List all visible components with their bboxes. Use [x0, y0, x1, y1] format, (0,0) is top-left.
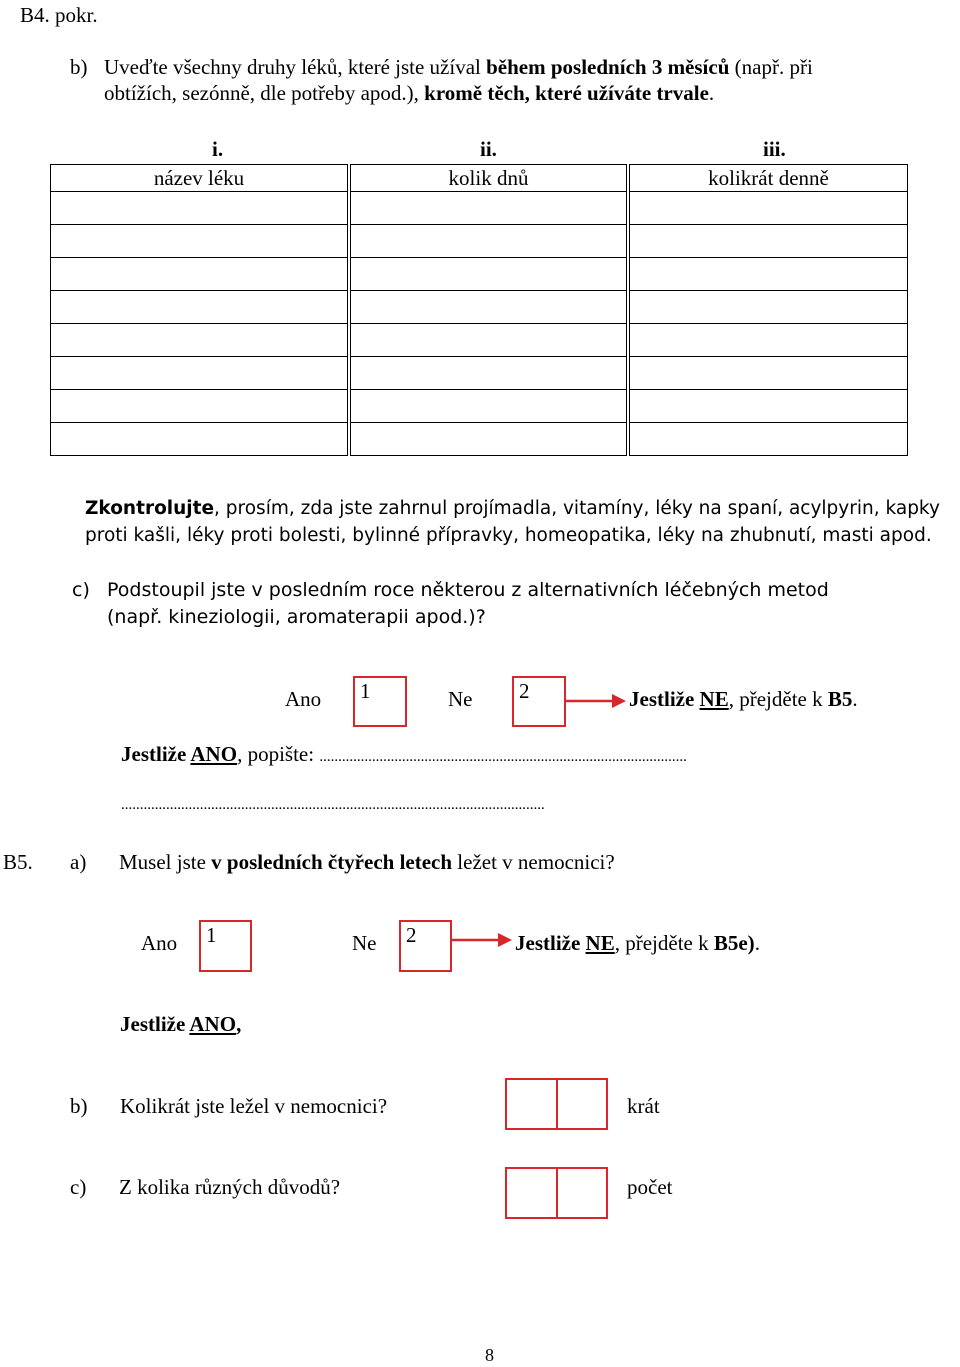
question-c-line1: Podstoupil jste v posledním roce některou z alternativních léčebných metod [107, 579, 829, 601]
section-b5: B5. [3, 850, 33, 874]
question-b-line2: obtížích, sezónně, dle potřeby apod.), kromě těch, které užíváte trvale. [104, 81, 715, 105]
c-no-code: 2 [519, 679, 530, 703]
table-cell[interactable] [51, 423, 348, 456]
question-c-line2: (např. kineziologii, aromaterapii apod.)? [107, 606, 486, 628]
table-cell[interactable] [351, 192, 627, 225]
digit-box[interactable] [556, 1169, 607, 1217]
medication-table [50, 164, 908, 456]
table-cell[interactable] [630, 258, 908, 291]
b5a-no-label: Ne [352, 931, 377, 955]
digit-box[interactable] [507, 1080, 556, 1128]
table-cell[interactable] [630, 225, 908, 258]
table-cell[interactable] [630, 390, 908, 423]
check-note-line2: proti kašli, léky proti bolesti, bylinné přípravky, homeopatika, léky na zhubnutí, masti apod. [85, 525, 932, 546]
table-cell[interactable] [51, 291, 348, 324]
table-row [51, 225, 908, 258]
col-number-1: i. [212, 137, 224, 161]
table-row [51, 357, 908, 390]
table-cell[interactable] [51, 225, 348, 258]
table-cell[interactable] [351, 291, 627, 324]
b5c-label: c) [70, 1175, 87, 1199]
table-header-row [51, 165, 908, 192]
c-yes-label: Ano [285, 687, 322, 711]
table-row [51, 324, 908, 357]
digit-box[interactable] [507, 1169, 556, 1217]
b5c-question: Z kolika různých důvodů? [119, 1175, 341, 1199]
digit-box[interactable] [556, 1080, 607, 1128]
header-drug-name: název léku [51, 165, 348, 192]
table-cell[interactable] [351, 324, 627, 357]
table-cell[interactable] [351, 390, 627, 423]
c-yes-checkbox[interactable] [353, 676, 407, 727]
header-days: kolik dnů [351, 165, 627, 192]
table-cell[interactable] [630, 324, 908, 357]
col-number-3: iii. [763, 137, 786, 161]
question-b-label: b) [70, 55, 88, 79]
c-skip-instruction: Jestliže NE, přejděte k B5. [629, 687, 858, 711]
table-cell[interactable] [630, 291, 908, 324]
section-header: B4. pokr. [20, 3, 98, 27]
b5a-no-checkbox[interactable] [399, 920, 452, 972]
c-describe-dots[interactable]: ................................................................................................................. [121, 797, 545, 813]
table-cell[interactable] [351, 357, 627, 390]
table-row [51, 390, 908, 423]
check-note-line1: Zkontrolujte, prosím, zda jste zahrnul projímadla, vitamíny, léky na spaní, acylpyrin, kapky [85, 498, 940, 519]
b5a-label: a) [70, 850, 87, 874]
b5a-yes-label: Ano [141, 931, 178, 955]
b5b-unit: krát [627, 1094, 660, 1118]
table-cell[interactable] [51, 192, 348, 225]
table-cell[interactable] [351, 423, 627, 456]
question-b-line1: Uveďte všechny druhy léků, které jste užíval během posledních 3 měsíců (např. při [104, 55, 813, 79]
table-cell[interactable] [630, 357, 908, 390]
table-cell[interactable] [630, 423, 908, 456]
c-no-checkbox[interactable] [512, 676, 566, 727]
b5-if-yes: Jestliže ANO, [120, 1012, 242, 1036]
table-cell[interactable] [51, 357, 348, 390]
table-row [51, 423, 908, 456]
c-no-label: Ne [448, 687, 473, 711]
header-times-daily: kolikrát denně [630, 165, 908, 192]
page-number: 8 [485, 1345, 494, 1365]
b5b-label: b) [70, 1094, 88, 1118]
b5c-count-input[interactable] [505, 1167, 608, 1219]
arrow-right-icon [566, 693, 626, 709]
b5a-skip-instruction: Jestliže NE, přejděte k B5e). [515, 931, 760, 955]
question-c-label: c) [72, 579, 90, 601]
c-if-yes-describe: Jestliže ANO, popište: .................................................................................................. [121, 742, 687, 766]
table-cell[interactable] [51, 390, 348, 423]
b5c-unit: počet [627, 1175, 673, 1199]
table-cell[interactable] [51, 324, 348, 357]
table-cell[interactable] [351, 225, 627, 258]
col-number-2: ii. [480, 137, 497, 161]
b5a-yes-checkbox[interactable] [199, 920, 252, 972]
table-row [51, 258, 908, 291]
c-yes-code: 1 [360, 679, 371, 703]
table-cell[interactable] [351, 258, 627, 291]
b5a-no-code: 2 [406, 923, 417, 947]
table-cell[interactable] [630, 192, 908, 225]
b5a-question: Musel jste v posledních čtyřech letech ležet v nemocnici? [119, 850, 615, 874]
arrow-right-icon [452, 932, 512, 948]
table-row [51, 291, 908, 324]
b5b-question: Kolikrát jste ležel v nemocnici? [120, 1094, 388, 1118]
table-row [51, 192, 908, 225]
table-cell[interactable] [51, 258, 348, 291]
b5a-yes-code: 1 [206, 923, 217, 947]
b5b-count-input[interactable] [505, 1078, 608, 1130]
